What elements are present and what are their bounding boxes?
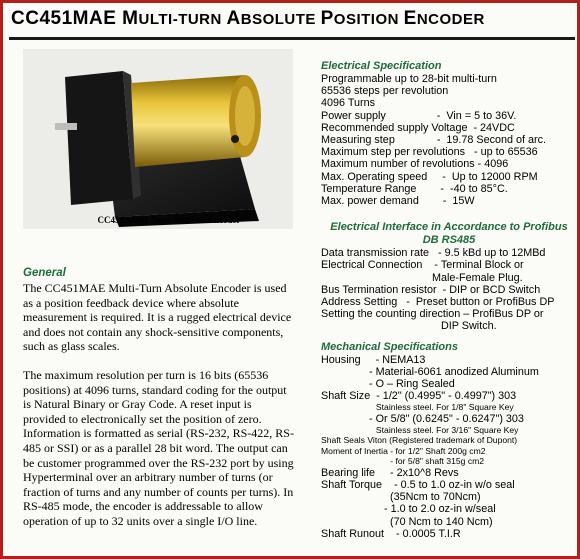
mechanical-line: (70 Ncm to 140 Ncm) [321,515,493,528]
mechanical-line: - O – Ring Sealed [321,378,455,391]
electrical-line: Measuring step - 19.78 Second of arc. [321,134,547,147]
electrical-line: Max. Operating speed - Up to 12000 RPM [321,170,538,183]
mechanical-line: Shaft Torque - 0.5 to 1.0 oz-in w/o seal [321,478,515,491]
mechanical-line: Shaft Runout - 0.0005 T.I.R [321,527,461,540]
general-section [23,267,295,529]
electrical-line: Programmable up to 28-bit multi-turn [321,73,497,85]
mechanical-heading: Mechanical Specifications [321,340,458,353]
mechanical-line: Shaft Size - 1/2" (0.4995" - 0.4997") 303 [321,390,517,403]
interface-line: Electrical Connection - Terminal Block or [321,259,524,272]
mechanical-list [321,354,577,540]
interface-line: Data transmission rate - 9.5 kBd up to 12MBd [321,247,546,260]
title-rule [9,37,575,40]
interface-line: Male-Female Plug. [321,271,523,284]
mechanical-line: - Material-6061 anodized Aluminum [321,365,539,378]
interface-line: Setting the counting direction – ProfiBus DP or [321,308,544,321]
electrical-line: 4096 Turns [321,97,376,110]
general-paragraph-2: The maximum resolution per turn is 16 bits (65536 positions) at 4096 turns, standard coding for the output is Natural Binary or Gray Code. A reset input is provided to electronically set the position of zero. Information is formatted as serial (RS-232, RS-422, RS-485 or SSI) or as a parallel 28 bit word. The output can be customer programmed over the RS-232 port by using Hyperterminal over an arbitrary number of turns (or fraction of turns and any number of counts per turns). In RS-485 mode, the encoder is addressable to allow operation of up to 32 units over a single I/O line. [23,367,294,528]
interface-list [321,247,577,332]
electrical-line: Max. power demand - 15W [321,195,475,208]
interface-heading-1: Electrical Interface in Accordance to Profibus [330,221,568,234]
electrical-line: Temperature Range - -40 to 85°C. [321,182,508,195]
encoder-photo [23,49,293,229]
electrical-list [321,73,577,207]
mechanical-note: Stainless steel. For 1/8" Square Key [321,402,514,413]
mechanical-line: Housing - NEMA13 [321,353,426,366]
electrical-line: Maximum step per revolutions - up to 65536 [321,146,538,159]
mechanical-note: Moment of Inertia - for 1/2" Shaft 200g cm2 [321,445,486,456]
specifications-column [321,60,577,540]
electrical-line: Power supply - Vin = 5 to 36V. [321,109,517,122]
page-title [11,8,576,30]
electrical-line: Maximum number of revolutions - 4096 [321,158,509,171]
electrical-heading: Electrical Specification [321,60,442,72]
general-heading: General [23,267,66,279]
electrical-line: Recommended supply Voltage - 24VDC [321,121,515,134]
title-rest: MULTI-TURN ABSOLUTE POSITION ENCODER [122,8,485,29]
mechanical-note: Shaft Seals Viton (Registered trademark of Dupont) [321,435,518,446]
interface-line: Bus Termination resistor - DIP or BCD Switch [321,283,541,296]
title-model: CC451MAE [11,8,117,29]
mechanical-line: - 1.0 to 2.0 oz-in w/seal [321,503,496,516]
mechanical-note: - for 5/8" shaft 315g cm2 [321,456,485,467]
general-paragraph-1: The CC451MAE Multi-Turn Absolute Encoder is used as a position feedback device where absolute measurement is required. It is a rugged electrical device and does not contain any shock-sensitive components, such as glass scales. [23,281,292,354]
mechanical-line: (35Ncm to 70Ncm) [321,491,481,504]
photo-caption: CC451 Multi-Turn Absolute Encoder [97,215,241,225]
mechanical-line: - Or 5/8" (0.6245" - 0.6247") 303 [321,412,524,425]
mechanical-line: Bearing life - 2x10^8 Revs [321,466,459,479]
electrical-line: 65536 steps per revolution [321,85,449,98]
interface-line: Address Setting - Preset button or ProfiBus DP [321,296,555,309]
interface-heading-2: DB RS485 [422,234,476,247]
encoder-illustration [23,49,293,229]
mechanical-note: Stainless steel. For 3/16" Square Key [321,425,519,436]
interface-line: DIP Switch. [321,320,497,333]
